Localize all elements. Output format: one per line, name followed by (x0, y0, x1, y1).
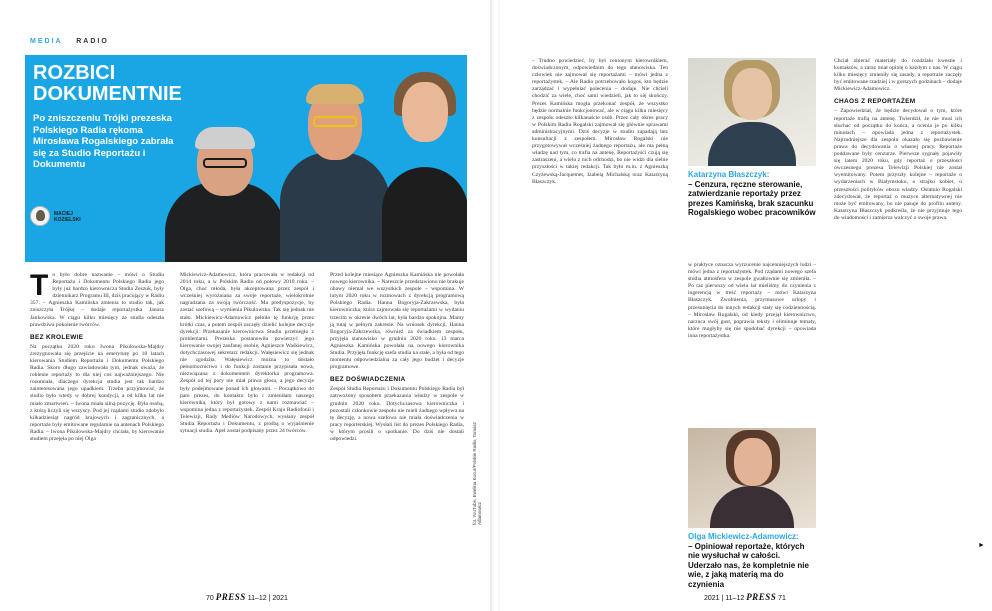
hero-banner (25, 55, 467, 262)
column-1 (532, 58, 668, 578)
section-media: MEDIA (30, 38, 63, 45)
quote-author: Olga Mickiewicz-Adamowicz: (688, 532, 799, 541)
paragraph: Na początku 2020 roku Iwona Pikulowska-Majdry zrezygnowała się przejście na emeryturę po 18 latach kierowania Studiem Reportażu i Dokumentu Polskiego Radia. Skoro długo zawiadowała tym, jednak uważa, że robienie reportaży to dla niej coś najważniejszego. Nie rozumiała, dlaczego dyrekcja studia jest tak bardzo zainteresowana jego upadkiem. Trzeba przyjmować, że studio było wtedy w dobrej kondycji, a od kilku lat nie miało zmartwień. – Iwona miała silną pozycję. Była osobą, z którą liczyli się wszyscy. Pod jej rządami studio zdobyło kilkadziesiąt nagród krajowych i zagranicznych, a reportaże były emitowane regularnie na antenach Polskiego Radia. – Iwona Pikulowska-Majdry chciała, by kierowanie studiem przejęła po niej Olga (30, 343, 164, 442)
paragraph: Mickiewicz-Adamowicz, która pracowała w redakcji od 2014 roku, a w Polskim Radiu od połowy 2010 roku. – Olga, choć młoda, była akceptowana przez zespół i wcześniej wyróżniana za swoje reportaże, wielokrotnie nagradzana za swoją twórczość. Ma predyspozycje, by zostać szefową – wymienia Pikulowska. Tak się jednak nie stało. Mickiewicz-Adamowicz pełniła tę funkcję przez krótki czas, a potem zespół zaczęły dzielić kolejne decyzje dyrekcji. Przekazanie kierownictwa Studiu przebiegło z problemami. Prezeska postanowiła powierzyć jego kierowanie swojej zaufanej osobie, Agnieszce Waśkiewicz, dotychczasowej sekretarz redakcji. Wałęsiewicz się jednak nie zgodziła. Wałęsiewicz można to dostało pełnomocnictwo i do funkcji zostanie przypisała nowa, niezwiązana z dokumentem dyrektorka programowa. Zespół od tej pory nie miał prawa głosu, a jego decyzje były podejmowane ponad ich głowami. – Początkowo do pani prezes, do kontaktu było i zmieniłam naszego kierownika, który był gotowy z nami rozmawiać – wspomina jedna z reportażystek. Zespół Kraju Radiofonii i Telewizji, Rady Mediów Narodowych, wysłany zespół Studia Reportażu i Dokumentu, z prośbą o wyjaśnienie sytuacji studia. Apel został podpisany przez 24 twórców. (180, 272, 314, 435)
column-2 (180, 272, 314, 572)
magazine-name: PRESS (215, 592, 246, 602)
subheading-bez-doswiadczenia: BEZ DOŚWIADCZENIA (330, 376, 406, 384)
paragraph: – Zapowiedział, że będzie decydował o tym, które reportaże trafią na antenę. Twierdził, że nie musi ich słuchać od początku do końca, a ocenia je po kilku minutach – opowiada jedna z reportażystek. Najtrudniejsze dla zespołu okazało się pozbawienie prawa do decydowania o własnej pracy. Reportaże poddawane były cenzurze. Pierwsze sygnały pojawiły się latem 2020 roku, gdy reportaż o przeszłości ówczesnego prezesa Telewizji Polskiej nie został wyemitowany. Potem przyszły kolejne – reportaże o wydarzeniach w Białymstoku, o strajku kobiet, o przeszłości polityków obozu władzy. Ostatnio Rogalski zdecydował, że reportaż o muzyce alternatywnej nie może być emitowany, bo nie pasuje do profilu anteny. Katarzyna Błaszczyk podkreśla, że nie przyjmuje tego do wiadomości i zamierza walczyć o swoje prawa. (834, 108, 962, 221)
article-title: ROZBICI DOKUMENTNIE (33, 62, 182, 105)
portrait-man-yellow-glasses (280, 72, 390, 262)
column-1 (30, 272, 164, 572)
paragraph: – Trudno powiedzieć, by był cenionym kierownikiem, doświadczonym, odpowiednim do tego stanowiska. Ten człowiek nie zajmował się reportażami – mówi jedna z reportażystek. – Ale Radio potrzebowało kogoś, kto będzie zarządzać i wypełniać polecenia – dodaje. Nie chcieli chodzić za wiele, choć sami wiedzieli, jak to się skończy. Prezes Kamińska mogła przekonać zespół, że wszystko będzie normalnie funkcjonować, ale w ciągu kilku miesięcy z zespołu odeszło kilkanaście osób. Przez cały okres pracy w Polskim Radiu Rogalski zajmował się głównie sprawami administracyjnymi. Dziś decyzje w studiu zapadają bez konsultacji z zespołem. Mirosław Rogalski nie przygotowywał wcześniej żadnego reportażu, ale ma pełną władzę nad tym, co trafia na antenę. Reportażyści czują się zastraszeni, a wielu z nich odchodzi, bo nie widzi dla siebie przyszłości w takiej redakcji. Tak było m.in. z Agnieszką Czyżewską-Jacquemet, Izabelą Michalską oraz Katarzyną Błaszczyk. (532, 58, 668, 185)
drop-cap: T (30, 272, 49, 302)
subheading-chaos: CHAOS Z REPORTAŻEM (834, 98, 916, 106)
paragraph: Zespół Studia Reportażu i Dokumentu Polskiego Radia był zatrwożony sposobem przekazania władzy w zespole w grudniu 2020 roku. Dotychczasowa kierowniczka i pozostali członkowie zespołu nie mieli żadnego wpływu na tę decyzję, a nowa szefowa nie miała doświadczenia w pracy reporterskiej. Wysłali list do prezes Polskiego Radia, w którym prosili o spotkanie. Do dziś nie dostali odpowiedzi. (330, 386, 464, 442)
portrait-kaminska (380, 62, 467, 262)
subheading-bezkrolewie: BEZ KROLEWIE (30, 333, 84, 341)
left-page (0, 0, 492, 611)
paragraph: Chciał zbierać materiały do rozdziału kwestie i kontaktów, a zaraz miał opinię o każdym z nas. W ciągu kilku miesięcy zmieniły się zasady, a reportaże zaczęły być emitowane rzadziej i w gorszych godzinach – dodaje Mickiewicz-Adamowicz. (834, 58, 962, 93)
paragraph-intro: T o było dobre nazwanie – mówi o Studiu Reportażu i Dokumentu Polskiego Radia jego były już bardzo kierownicza Studia Zeszuk, były dziennikarz Programu III, dziś pracujący w Radiu 357. – Agnieszka Kamińska zmienia to studio tak, jak zniszczyła Trójkę – dodaje reportażystka Janusz Jankowska. W ciągu kilku miesięcy ze studia odeszła prawdziwa pokolenie twórców. (30, 272, 164, 328)
page-footer-left (206, 592, 288, 602)
avatar (30, 206, 50, 226)
author-byline (30, 206, 130, 228)
portrait-hair (195, 127, 255, 149)
glasses-icon (203, 158, 247, 168)
magazine-name: PRESS (746, 592, 777, 602)
portrait-body (382, 167, 467, 262)
portrait-body (710, 486, 794, 528)
portrait-head (734, 438, 772, 486)
portrait-rogalski (165, 122, 285, 262)
column-3 (834, 58, 962, 578)
portrait-head (732, 68, 772, 120)
issue-number: 11–12 | 2021 (247, 595, 288, 602)
right-page (500, 0, 992, 611)
portrait-hair (306, 84, 364, 104)
article-lead: Po zniszczeniu Trójki prezeska Polskiego Radia rękoma Mirosława Rogalskiego zabrała się za Studio Reportażu i Dokumentu (33, 113, 174, 170)
column-2 (688, 262, 816, 422)
section-radio: RADIO (76, 38, 109, 45)
column-3 (330, 272, 464, 572)
paragraph: Przed kolejne miesiące Agnieszka Kamińska nie powołała nowego kierownika. – Nareszcie przedstawiono nie brakuje obawy niemal we wszystkich zespole – wspomina. W lutym 2020 roku w rozmowach z dyrekcją programową Polskiego Radia. Hanna Bogoryja-Zakrzewska, była kierowniczka, która zajmowała się reportażami w wydaniu trzecim w okresie dwóch lat, była bardzo spokojna. Mamy ją tutaj w pełnym zakresie. Na wniosek dyrekcji, Hanna Bogoryja-Zakrzewska, również za świadkiem zespołu, przyjęła stanowisko w grudniu 2020 roku. 13 marca Agnieszka Kamińska powołała na nowego kierownika Studia. Przyjęła funkcję szefa studia na stałe, a była od tego momentu odpowiedzialna za cały jego budżet i decyzje programowe. (330, 272, 464, 371)
portrait-body (280, 152, 390, 262)
quote-text: – Cenzura, ręczne sterowanie, zatwierdzanie reportaży przez prezes Kamińską, brak szacunku Rogalskiego wobec pracowników (688, 179, 816, 217)
author-name: MACIEJ KOZIELSKI (54, 211, 81, 223)
continue-arrow-icon: ► (978, 541, 985, 549)
section-label (30, 38, 109, 45)
page-footer-right (704, 592, 786, 602)
pull-quote-1 (688, 170, 816, 218)
paragraph: w praktyce oznacza wyrzucenie najcenniejszych ludzi – mówi jedna z reportażystek. Pod rządami nowego szefa studia atmosfera w zespole gwałtownie się zmieniła. – Po raz pierwszy od wielu lat mieliśmy do czynienia z ingerencją w treść reportaży – mówi Katarzyna Błaszczyk. Zwolnienia, przymusowe urlopy i przesunięcia do innych redakcji stały się codziennością. – Mirosław Rogalski, od kiedy przejął kierownictwo, narzuca swój gust, poprawia teksty i eliminuje tematy, które mogłyby się nie spodobać dyrekcji – opowiada inna reportażystka. (688, 262, 816, 339)
portrait-body (708, 122, 796, 166)
quote-author: Katarzyna Błaszczyk: (688, 170, 770, 179)
glasses-icon (313, 116, 357, 127)
article-body-left (30, 272, 467, 577)
pull-quote-2 (688, 532, 816, 589)
quote-text: – Opiniował reportaże, których nie wysłuchał w całości. Uderzało nas, że kompletnie nie wie, z jaką materią ma do czynienia (688, 541, 809, 589)
page-number: 71 (778, 595, 786, 602)
photo-blaszczyk (688, 58, 816, 166)
photo-credit: fot. YouTube, Ewelina Kocur/Polskie Radio, Tomasz Adamowicz (472, 421, 482, 525)
portrait-head (402, 82, 448, 142)
issue-number: 2021 | 11–12 (704, 595, 745, 602)
page-number: 70 (206, 595, 214, 602)
photo-mickiewicz-adamowicz (688, 428, 816, 528)
